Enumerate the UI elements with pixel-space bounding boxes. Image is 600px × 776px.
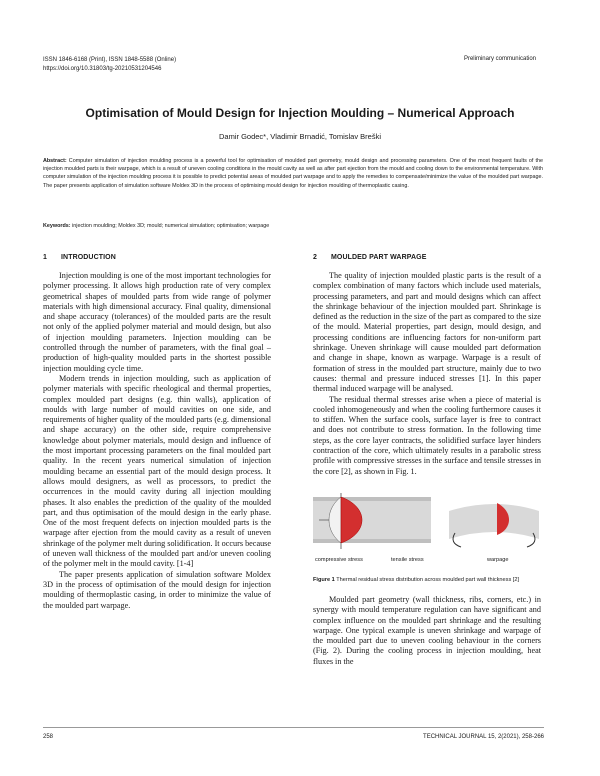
stress-diagram (313, 489, 541, 555)
figure-1 (313, 489, 541, 571)
section-heading-introduction (43, 254, 271, 261)
intro-paragraph: Injection moulding is one of the most important technologies for polymer processing. It allows high production rate of very complex geometrical shapes of moulded parts from wide range of polymer materials with high dimensional accuracy. Final quality, dimensional and shape accuracy (tolerances) of the moulded parts are the result not only of the applied polymer material and mould design, but also of injection moulding parameters. Injection moulding can be controlled through the number of parameters, with the final goal – production of high-quality moulded parts in the shortest possible injection moulding cycle time. (43, 271, 271, 373)
label-tensile-stress: tensile stress (391, 556, 424, 563)
abstract-label: Abstract: (43, 158, 67, 164)
authors: Damir Godec*, Vladimir Brnadić, Tomislav Breški (219, 132, 381, 141)
warpage-paragraph: The quality of injection moulded plastic parts is the result of a complex combination of many factors which include used materials, processing parameters, and part and mould designs which can affect the shrinkage behaviour of the injection moulded part. Shrinkage is defined as the reduction in the size of the part as compared to the size of the mould. Material properties, part design, mould design, and processing conditions are influencing factors for non-uniform part shrinkage. Uneven shrinkage will cause moulded part deformation and change in shape, known as warpage. Warpage is a result of formation of stress in the moulded part structure, mainly due to two causes: thermal and pressure induced stresses [1]. In this paper thermal induced warpage will be analysed. (313, 271, 541, 394)
caption-text: Thermal residual stress distribution across moulded part wall thickness [2] (336, 576, 520, 583)
left-column (43, 254, 271, 611)
journal-identifiers (43, 56, 176, 74)
abstract (43, 157, 543, 190)
label-warpage: warpage (487, 556, 509, 563)
issn: ISSN 1846-6168 (Print), ISSN 1848-5588 (Online) (43, 57, 177, 63)
warpage-paragraph: The residual thermal stresses arise when a piece of material is cooled inhomogeneously and when the cooling furthermore causes it to stiffen. When the surface cools, surface layer is free to contract and does not contribute to stress formation. In the following time steps, as the core layer contracts, the solidified surface layer hinders contraction of the core, which ultimately results in a parabolic stress profile with compressive stresses in the surface and tensile stresses in the core [2], as shown in Fig. 1. (313, 394, 541, 476)
keywords-label: Keywords: (43, 223, 71, 229)
intro-paragraph: The paper presents application of simulation software Moldex 3D in the process of optimisation of the mould design for injection moulding of thermoplastic casing, in order to minimize the value of the moulded part warpage. (43, 569, 271, 610)
article-type: Preliminary communication (463, 56, 536, 62)
section-heading-warpage (313, 254, 541, 261)
abstract-text: Computer simulation of injection moulding process is a powerful tool for optimisation of moulded part geometry, mould design and processing parameters. One of the most frequent faults of the injection moulded parts is their warpage, which is a result of uneven cooling conditions in the mould cavity as well as after part ejection from the mould and cooling down to the environmental temperature. With computer simulation of the injection moulding process it is possible to predict potential areas of moulded part warpage and to apply the remedies to compensate/minimize the value of the moulded part warpage. The paper presents application of simulation software Moldex 3D in the process of optimising mould design for injection moulding of thermoplastic casing. (43, 158, 543, 189)
warpage-paragraph: Moulded part geometry (wall thickness, ribs, corners, etc.) in synergy with mould temperature regulation can have significant and complex influence on the moulded part shrinkage and the resulting warpage. One typical example is uneven shrinkage and warpage of the moulded part due to uneven cooling behaviour in the corners (Fig. 2). During the cooling process in injection moulding, heat fluxes in the (313, 594, 541, 666)
footer-divider (43, 727, 544, 728)
caption-label: Figure 1 (313, 576, 335, 583)
section-title: INTRODUCTION (61, 254, 116, 261)
figure-1-caption (313, 577, 541, 583)
warped-part (449, 504, 539, 539)
intro-paragraph: Modern trends in injection moulding, such as application of polymer materials with specific rheological and thermal properties, complex moulded part designs (e.g. thin walls), application of moulds with large number of mould cavities on one side, and requirements of higher quality of the moulded parts (e.g. dimensional and shape accuracy) on the other side, require comprehensive knowledge about polymer materials, mould design and influence of the most important processing parameters on the final moulded part quality. In the recent years numerical simulation of injection moulding became an essential part of the mould design process. It allows mould designers, as well as processors, to predict the occurrences in the mould cavity during all injection moulding phases. It also enables the prediction of the quality of the moulded part, and thus optimisation of the mould design in the early phase. One of the most frequent defects on injection moulded parts is the warpage after ejection from the mould cavity as a result of uneven shrinkage of the polymer melt during solidification. It occurs because of uneven wall thickness of the moulded part and/or uneven cooling of the polymer melt in the mould cavity. [1-4] (43, 373, 271, 569)
section-title: MOULDED PART WARPAGE (331, 254, 427, 261)
keywords-text: injection moulding; Moldex 3D; mould; numerical simulation; optimisation; warpage (72, 223, 270, 229)
journal-citation: TECHNICAL JOURNAL 15, 2(2021), 258-266 (423, 734, 544, 740)
right-column (313, 254, 541, 667)
section-number: 1 (43, 254, 47, 261)
doi-link[interactable]: https://doi.org/10.31803/tg-20210531204546 (43, 66, 162, 72)
paper-title: Optimisation of Mould Design for Injection Moulding – Numerical Approach (85, 106, 515, 120)
surface-layer (313, 497, 431, 501)
label-compressive-stress: compressive stress (315, 556, 363, 563)
surface-layer (313, 539, 431, 543)
section-number: 2 (313, 254, 317, 261)
page-number: 258 (43, 734, 54, 740)
keywords (43, 222, 543, 230)
